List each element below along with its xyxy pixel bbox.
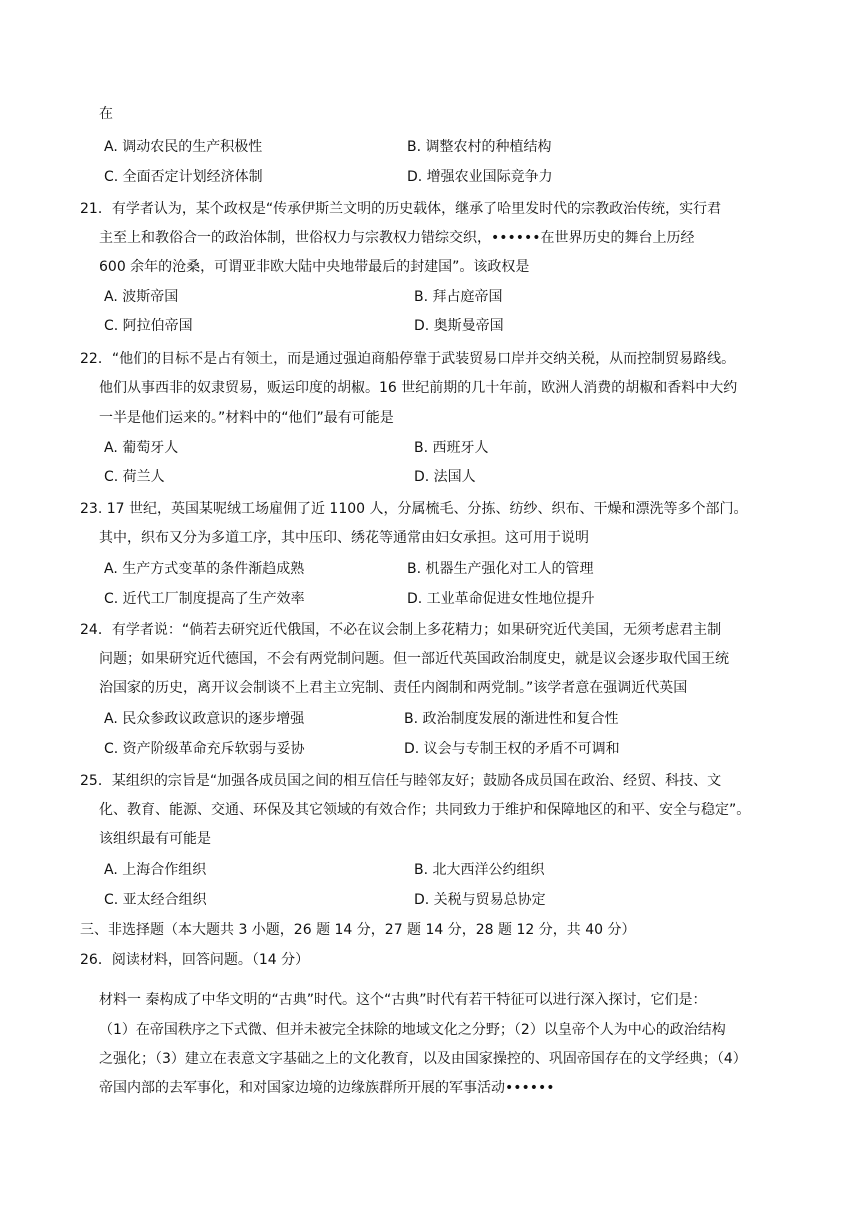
q20-option-b: B. 调整农村的种植结构 — [407, 139, 552, 155]
q25-option-d: D. 关税与贸易总协定 — [414, 892, 546, 908]
q22-option-b: B. 西班牙人 — [414, 440, 489, 456]
q22-stem-line-3: 一半是他们运来的。”材料中的“他们”最有可能是 — [99, 410, 394, 426]
q22-option-c: C. 荷兰人 — [104, 469, 165, 485]
q25-stem-line-1: 25．某组织的宗旨是“加强各成员国之间的相互信任与睦邻友好；鼓励各成员国在政治、经贸、科技、文 — [80, 773, 722, 789]
q23-stem-line-2: 其中，织布又分为多道工序，其中压印、绣花等通常由妇女承担。这可用于说明 — [99, 530, 589, 546]
q24-stem-line-1: 24．有学者说：“倘若去研究近代俄国，不必在议会制上多花精力；如果研究近代美国，无须考虑君主制 — [80, 622, 722, 638]
q26-title: 26．阅读材料，回答问题。（14 分） — [80, 952, 310, 968]
q22-stem-line-2: 他们从事西非的奴隶贸易，贩运印度的胡椒。16 世纪前期的几十年前，欧洲人消费的胡椒和香料中大约 — [99, 380, 738, 396]
q26-material-line-2: （1）在帝国秩序之下式微、但并未被完全抹除的地域文化之分野；（2）以皇帝个人为中心的政治结构 — [99, 1022, 726, 1038]
q24-stem-line-2: 问题；如果研究近代德国，不会有两党制问题。但一部近代英国政治制度史，就是议会逐步取代国王统 — [99, 651, 729, 667]
q25-option-b: B. 北大西洋公约组织 — [414, 862, 545, 878]
q23-option-b: B. 机器生产强化对工人的管理 — [407, 561, 594, 577]
q22-option-a: A. 葡萄牙人 — [104, 440, 179, 456]
q23-option-c: C. 近代工厂制度提高了生产效率 — [104, 591, 305, 607]
q26-material-line-3: 之强化；（3）建立在表意文字基础之上的文化教育，以及由国家操控的、巩固帝国存在的文学经典；（4） — [99, 1051, 747, 1067]
q23-option-a: A. 生产方式变革的条件渐趋成熟 — [104, 561, 305, 577]
q25-stem-line-3: 该组织最有可能是 — [99, 831, 211, 847]
q24-option-c: C. 资产阶级革命充斥软弱与妥协 — [104, 741, 305, 757]
q24-stem-line-3: 治国家的历史，离开议会制谈不上君主立宪制、责任内阁制和两党制。”该学者意在强调近代英国 — [99, 680, 688, 696]
q21-option-d: D. 奥斯曼帝国 — [414, 318, 504, 334]
q24-option-d: D. 议会与专制王权的矛盾不可调和 — [404, 741, 620, 757]
q21-option-a: A. 波斯帝国 — [104, 289, 179, 305]
q21-option-b: B. 拜占庭帝国 — [414, 289, 503, 305]
q20-option-c: C. 全面否定计划经济体制 — [104, 169, 263, 185]
q23-option-d: D. 工业革命促进女性地位提升 — [407, 591, 595, 607]
q22-option-d: D. 法国人 — [414, 469, 476, 485]
q26-material-line-1: 材料一 秦构成了中华文明的“古典”时代。这个“古典”时代有若干特征可以进行深入探讨，它们是： — [99, 992, 707, 1008]
q21-stem-line-2: 主至上和教俗合一的政治体制，世俗权力与宗教权力错综交织，••••••在世界历史的舞台上历经 — [99, 230, 695, 246]
q25-option-a: A. 上海合作组织 — [104, 862, 207, 878]
q21-stem-line-3: 600 余年的沧桑，可谓亚非欧大陆中央地带最后的封建国”。该政权是 — [99, 259, 530, 275]
q25-stem-line-2: 化、教育、能源、交通、环保及其它领域的有效合作；共同致力于维护和保障地区的和平、安全与稳定”。 — [99, 802, 751, 818]
section-heading: 三、非选择题（本大题共 3 小题，26 题 14 分，27 题 14 分，28 题 12 分，共 40 分） — [80, 922, 636, 938]
q20-option-d: D. 增强农业国际竞争力 — [407, 169, 553, 185]
q20-option-a: A. 调动农民的生产积极性 — [104, 139, 263, 155]
q22-stem-line-1: 22．“他们的目标不是占有领土，而是通过强迫商船停靠于武装贸易口岸并交纳关税，从而控制贸易路线。 — [80, 351, 736, 367]
q20-tail-text: 在 — [99, 106, 113, 122]
q21-option-c: C. 阿拉伯帝国 — [104, 318, 193, 334]
q26-material-line-4: 帝国内部的去军事化，和对国家边境的边缘族群所开展的军事活动•••••• — [99, 1080, 555, 1096]
q25-option-c: C. 亚太经合组织 — [104, 892, 207, 908]
q24-option-a: A. 民众参政议政意识的逐步增强 — [104, 711, 305, 727]
q21-stem-line-1: 21．有学者认为，某个政权是“传承伊斯兰文明的历史载体，继承了哈里发时代的宗教政治传统，实行君 — [80, 201, 722, 217]
q23-stem-line-1: 23. 17 世纪，英国某呢绒工场雇佣了近 1100 人，分属梳毛、分拣、纺纱、织布、干燥和漂洗等多个部门。 — [80, 501, 748, 517]
q24-option-b: B. 政治制度发展的渐进性和复合性 — [404, 711, 619, 727]
